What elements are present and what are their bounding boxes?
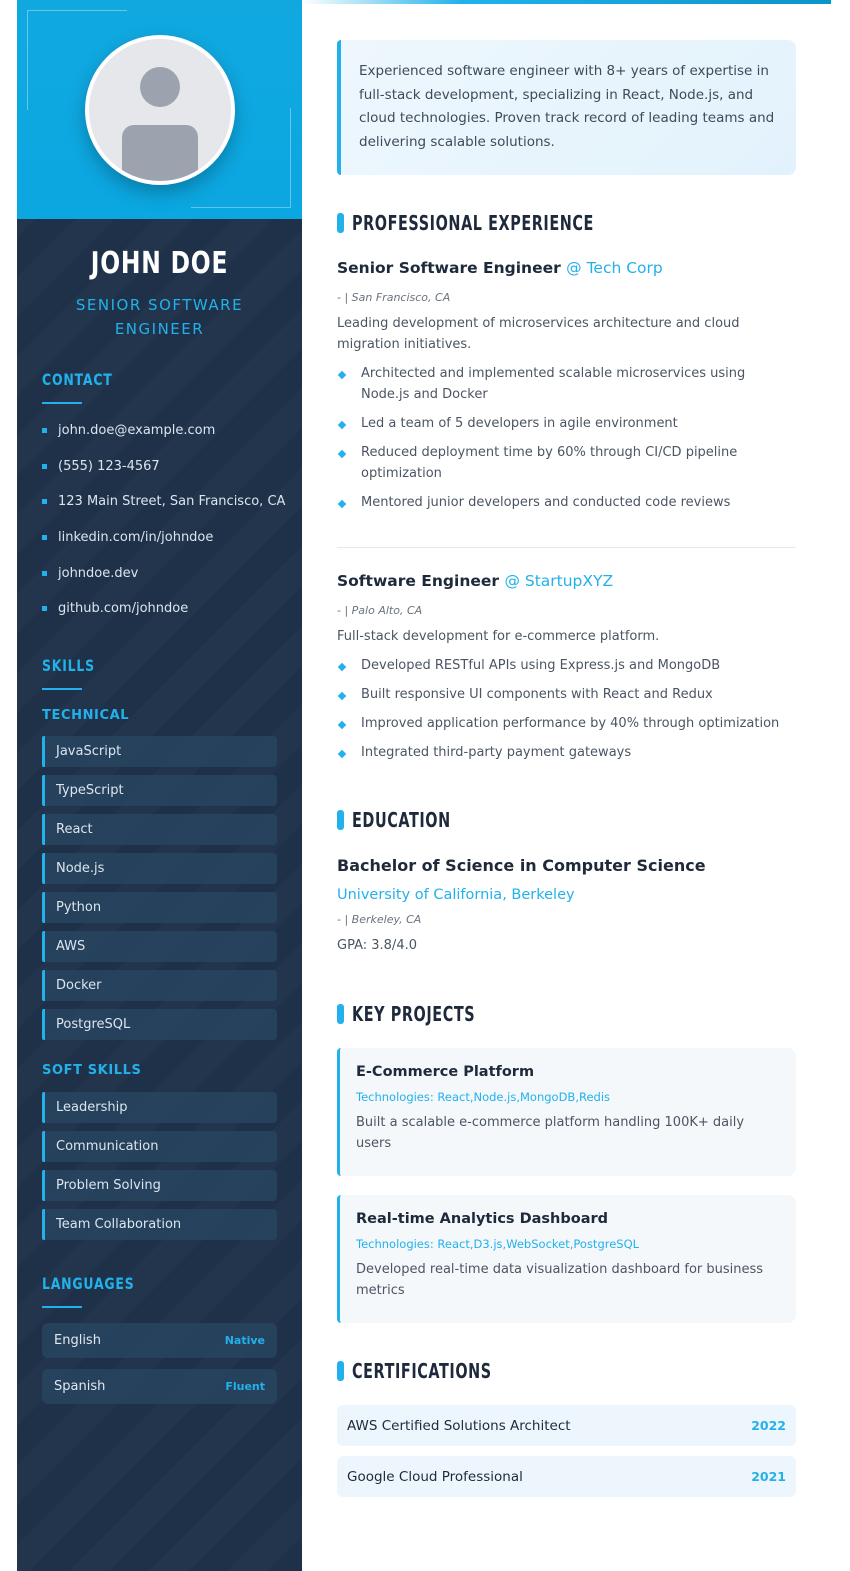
technical-skills-label: TECHNICAL [42, 708, 130, 723]
skill-tag: AWS [42, 931, 277, 962]
diamond-bullet-icon [338, 721, 346, 729]
skill-tag: TypeScript [42, 775, 277, 806]
skill-tag: Python [42, 892, 277, 923]
bullet-icon [42, 606, 47, 611]
languages-underline [42, 1306, 82, 1308]
project-card [337, 1195, 796, 1323]
job-bullet-text: Mentored junior developers and conducted code reviews [361, 495, 731, 510]
contact-underline [42, 402, 82, 404]
contact-github[interactable] [42, 591, 287, 627]
job-bullets [337, 363, 797, 513]
diamond-bullet-icon [338, 450, 346, 458]
certifications-section-title [337, 1359, 546, 1383]
photo-header [17, 0, 302, 219]
language-name: English [54, 1333, 101, 1348]
bullet-icon [42, 571, 47, 576]
skill-tag: Node.js [42, 853, 277, 884]
job-company: @ StartupXYZ [504, 572, 614, 590]
job-entry [337, 259, 797, 521]
job-bullet-text: Improved application performance by 40% through optimization [361, 716, 780, 731]
experience-heading: PROFESSIONAL EXPERIENCE [352, 211, 594, 235]
skill-tag: Docker [42, 970, 277, 1001]
skill-tag: Problem Solving [42, 1170, 277, 1201]
soft-skills-list [42, 1092, 277, 1248]
diamond-bullet-icon [338, 692, 346, 700]
experience-section-title [337, 211, 688, 235]
section-marker-icon [337, 1361, 344, 1381]
job-meta: - | Palo Alto, CA [337, 604, 423, 617]
language-level: Native [224, 1334, 265, 1347]
job-bullets [337, 655, 797, 763]
contact-phone-text: (555) 123-4567 [58, 458, 160, 474]
language-name: Spanish [54, 1379, 106, 1394]
job-bullet-text: Built responsive UI components with React and Redux [361, 687, 713, 702]
job-description: Full-stack development for e-commerce platform. [337, 629, 660, 644]
skills-heading: SKILLS [42, 656, 95, 675]
project-description: Built a scalable e-commerce platform handling 100K+ daily users [356, 1115, 745, 1151]
education-entry [337, 856, 797, 953]
job-bullet [337, 713, 797, 734]
education-school: University of California, Berkeley [337, 887, 575, 903]
education-degree: Bachelor of Science in Computer Science [337, 856, 706, 875]
project-card [337, 1048, 796, 1176]
top-accent-bar [302, 0, 831, 4]
bullet-icon [42, 499, 47, 504]
language-level: Fluent [225, 1380, 265, 1393]
certifications-heading: CERTIFICATIONS [352, 1359, 492, 1383]
skill-tag: Communication [42, 1131, 277, 1162]
resume-page [17, 0, 831, 1571]
job-bullet-text: Architected and implemented scalable microservices using Node.js and Docker [361, 366, 746, 402]
job-entry [337, 572, 797, 771]
contact-email-text: john.doe@example.com [58, 423, 216, 439]
avatar [85, 35, 235, 185]
contact-linkedin-text: linkedin.com/in/johndoe [58, 530, 214, 546]
contact-heading: CONTACT [42, 370, 113, 389]
job-title-line [337, 572, 797, 590]
education-heading: EDUCATION [352, 808, 451, 832]
job-company: @ Tech Corp [566, 259, 663, 277]
skills-underline [42, 688, 82, 690]
bullet-icon [42, 535, 47, 540]
section-marker-icon [337, 1004, 344, 1024]
skill-tag: JavaScript [42, 736, 277, 767]
avatar-body-icon [122, 125, 198, 185]
profile-role: SENIOR SOFTWARE ENGINEER [75, 296, 244, 338]
technical-skills-list [42, 736, 277, 1048]
contact-github-text: github.com/johndoe [58, 601, 189, 617]
contact-phone[interactable] [42, 449, 287, 485]
soft-skills-label: SOFT SKILLS [42, 1063, 142, 1078]
education-section-title [337, 808, 489, 832]
languages-list [42, 1323, 277, 1415]
language-item [42, 1323, 277, 1358]
job-bullet-text: Reduced deployment time by 60% through CI/CD pipeline optimization [361, 445, 738, 481]
avatar-head-icon [140, 67, 180, 107]
contact-address-text: 123 Main Street, San Francisco, CA [58, 494, 286, 510]
contact-website-text: johndoe.dev [58, 565, 139, 581]
skill-tag: React [42, 814, 277, 845]
education-meta: - | Berkeley, CA [337, 913, 422, 926]
diamond-bullet-icon [338, 500, 346, 508]
diamond-bullet-icon [338, 371, 346, 379]
contact-address [42, 484, 287, 520]
projects-heading: KEY PROJECTS [352, 1002, 476, 1026]
job-bullet [337, 742, 797, 763]
language-item [42, 1369, 277, 1404]
job-bullet [337, 363, 797, 405]
diamond-bullet-icon [338, 750, 346, 758]
bullet-icon [42, 428, 47, 433]
certification-year: 2021 [751, 1469, 786, 1484]
project-tech: Technologies: React,Node.js,MongoDB,Redis [356, 1090, 611, 1104]
contact-linkedin[interactable] [42, 520, 287, 556]
job-divider [337, 547, 796, 548]
certification-year: 2022 [751, 1418, 786, 1433]
languages-heading: LANGUAGES [42, 1274, 135, 1293]
skill-tag: Team Collaboration [42, 1209, 277, 1240]
job-bullet-text: Led a team of 5 developers in agile environment [361, 416, 678, 431]
job-bullet [337, 413, 797, 434]
summary-box: Experienced software engineer with 8+ years of expertise in full-stack development, specializing in React, Node.js, and cloud technologies. Proven track record of leading teams and delivering scalable solutions. [337, 40, 796, 175]
bullet-icon [42, 464, 47, 469]
certification-name: AWS Certified Solutions Architect [347, 1417, 571, 1434]
job-bullet-text: Integrated third-party payment gateways [361, 745, 632, 760]
job-bullet [337, 442, 797, 484]
diamond-bullet-icon [338, 421, 346, 429]
skill-tag: PostgreSQL [42, 1009, 277, 1040]
job-bullet [337, 492, 797, 513]
project-description: Developed real-time data visualization dashboard for business metrics [356, 1262, 764, 1298]
job-title-line [337, 259, 797, 277]
diamond-bullet-icon [338, 663, 346, 671]
skill-tag: Leadership [42, 1092, 277, 1123]
job-description: Leading development of microservices architecture and cloud migration initiatives. [337, 316, 740, 352]
contact-email[interactable] [42, 413, 287, 449]
section-marker-icon [337, 810, 344, 830]
project-tech: Technologies: React,D3.js,WebSocket,PostgreSQL [356, 1237, 640, 1251]
job-bullet-text: Developed RESTful APIs using Express.js and MongoDB [361, 658, 721, 673]
job-bullet [337, 655, 797, 676]
certification-item [337, 1456, 796, 1497]
contact-website[interactable] [42, 555, 287, 591]
projects-section-title [337, 1002, 523, 1026]
sidebar [17, 0, 302, 1571]
section-marker-icon [337, 213, 344, 233]
education-gpa: GPA: 3.8/4.0 [337, 938, 417, 953]
job-title: Software Engineer [337, 572, 500, 590]
job-bullet [337, 684, 797, 705]
main-content [302, 0, 831, 1571]
contact-list [42, 413, 287, 627]
certification-item [337, 1405, 796, 1446]
project-title: E-Commerce Platform [356, 1064, 535, 1080]
certification-name: Google Cloud Professional [347, 1468, 523, 1485]
project-title: Real-time Analytics Dashboard [356, 1211, 609, 1227]
job-meta: - | San Francisco, CA [337, 291, 451, 304]
profile-name: JOHN DOE [90, 246, 229, 281]
job-title: Senior Software Engineer [337, 259, 561, 277]
